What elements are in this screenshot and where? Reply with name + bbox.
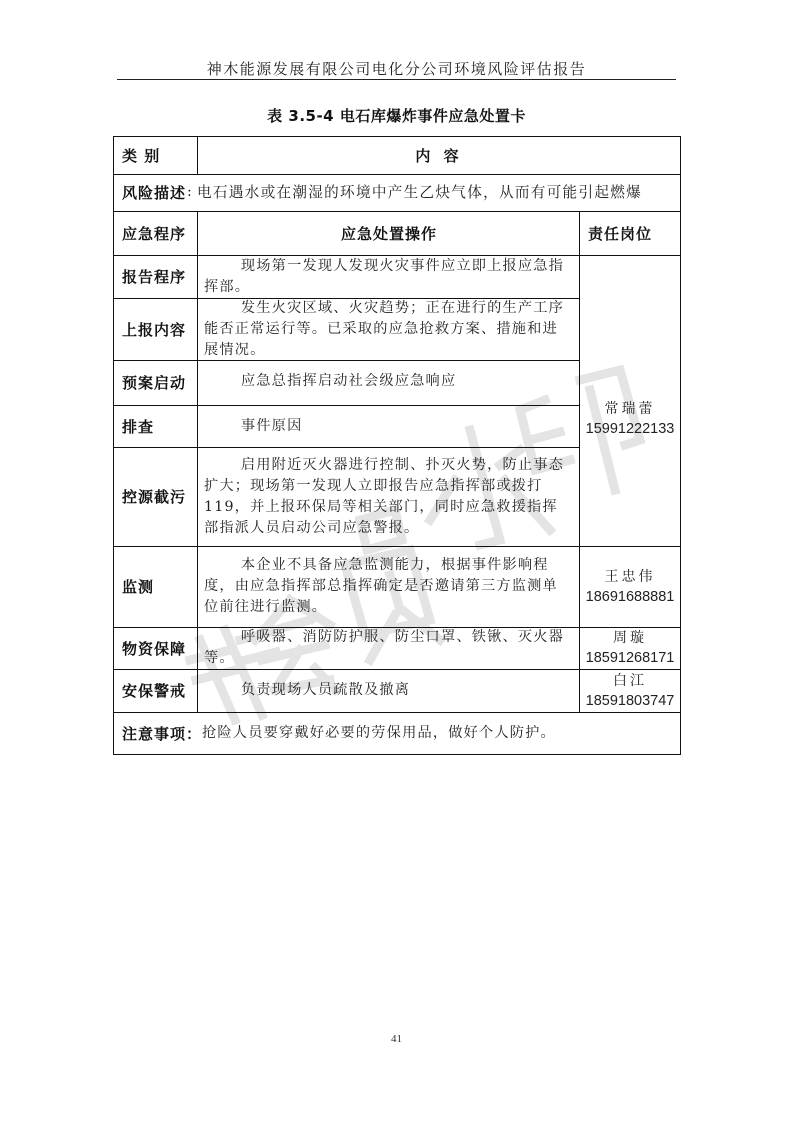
responsible-name: 常瑞蕾 [604, 400, 656, 417]
responsible-phone: 18591268171 [585, 650, 675, 666]
category-header: 类 别 [122, 147, 161, 165]
procedure-label: 排查 [122, 417, 155, 436]
responsible-name: 王忠伟 [604, 568, 656, 585]
procedure-label: 上报内容 [122, 320, 187, 339]
notes-separator: ： [186, 724, 203, 743]
risk-description-label: 风险描述 [122, 184, 187, 202]
procedure-label: 物资保障 [122, 639, 187, 658]
notes-label: 注意事项 [122, 724, 187, 743]
operation-paragraph: 应急总指挥启动社会级应急响应 [240, 373, 457, 389]
risk-description-separator: : [187, 184, 193, 200]
procedure-label: 监测 [122, 578, 155, 596]
responsible-phone: 18691688881 [585, 588, 675, 605]
operation-text [198, 405, 580, 447]
page-number: 41 [391, 1033, 402, 1045]
operation-paragraph: 本企业不具备应急监测能力，根据事件影响程度，由应急指挥部总指挥确定是否邀请第三方监测单位前往进行监测。 [204, 557, 558, 615]
responsible-column-header: 责任岗位 [588, 224, 653, 243]
responsible-name: 周璇 [613, 630, 647, 646]
operation-text [198, 360, 580, 405]
operation-paragraph: 呼吸器、消防防护服、防尘口罩、铁锹、灭火器等。 [204, 629, 565, 666]
operation-text [198, 627, 580, 669]
header-divider [117, 79, 676, 80]
operation-text [198, 669, 580, 712]
operation-column-header: 应急处置操作 [340, 224, 437, 243]
operation-text [198, 298, 580, 360]
operation-text [198, 255, 580, 298]
operation-text [198, 546, 580, 627]
page-header-title: 神木能源发展有限公司电化分公司环境风险评估报告 [206, 60, 587, 78]
procedure-label: 控源截污 [122, 488, 187, 506]
operation-paragraph: 事件原因 [240, 417, 303, 434]
procedure-label: 安保警戒 [122, 682, 187, 700]
procedure-label: 报告程序 [122, 268, 187, 286]
notes-row [114, 712, 680, 754]
operation-paragraph: 启用附近灭火器进行控制、扑灭火势，防止事态扩大；现场第一发现人立即报告应急指挥部或拨打119，并上报环保局等相关部门，同时应急救援指挥部指派人员启动公司应急警报。 [204, 456, 565, 536]
responsible-phone: 18591803747 [585, 692, 675, 709]
risk-description-text: 电石遇水或在潮湿的环境中产生乙炔气体，从而有可能引起燃爆 [197, 184, 643, 201]
content-header: 内 容 [415, 147, 463, 165]
risk-description-row [114, 174, 680, 211]
operation-paragraph: 现场第一发现人发现火灾事件应立即上报应急指挥部。 [204, 257, 565, 295]
emergency-card-table [113, 136, 681, 755]
procedure-column-header: 应急程序 [122, 224, 187, 243]
table-caption: 表 3.5-4 电石库爆炸事件应急处置卡 [267, 107, 526, 125]
operation-text [198, 447, 580, 546]
responsible-person-cell [580, 669, 680, 712]
operation-paragraph: 负责现场人员疏散及撤离 [240, 682, 411, 698]
procedure-label: 预案启动 [122, 374, 187, 392]
responsible-person-cell [580, 546, 680, 627]
notes-text: 抢险人员要穿戴好必要的劳保用品，做好个人防护。 [202, 724, 556, 741]
operation-paragraph: 发生火灾区域、火灾趋势；正在进行的生产工序能否正常运行等。已采取的应急抢救方案、措施和进展情况。 [204, 299, 565, 358]
responsible-person-cell [580, 255, 680, 546]
responsible-name: 白江 [613, 672, 647, 689]
responsible-person-cell [580, 627, 680, 669]
responsible-phone: 15991222133 [585, 420, 675, 437]
